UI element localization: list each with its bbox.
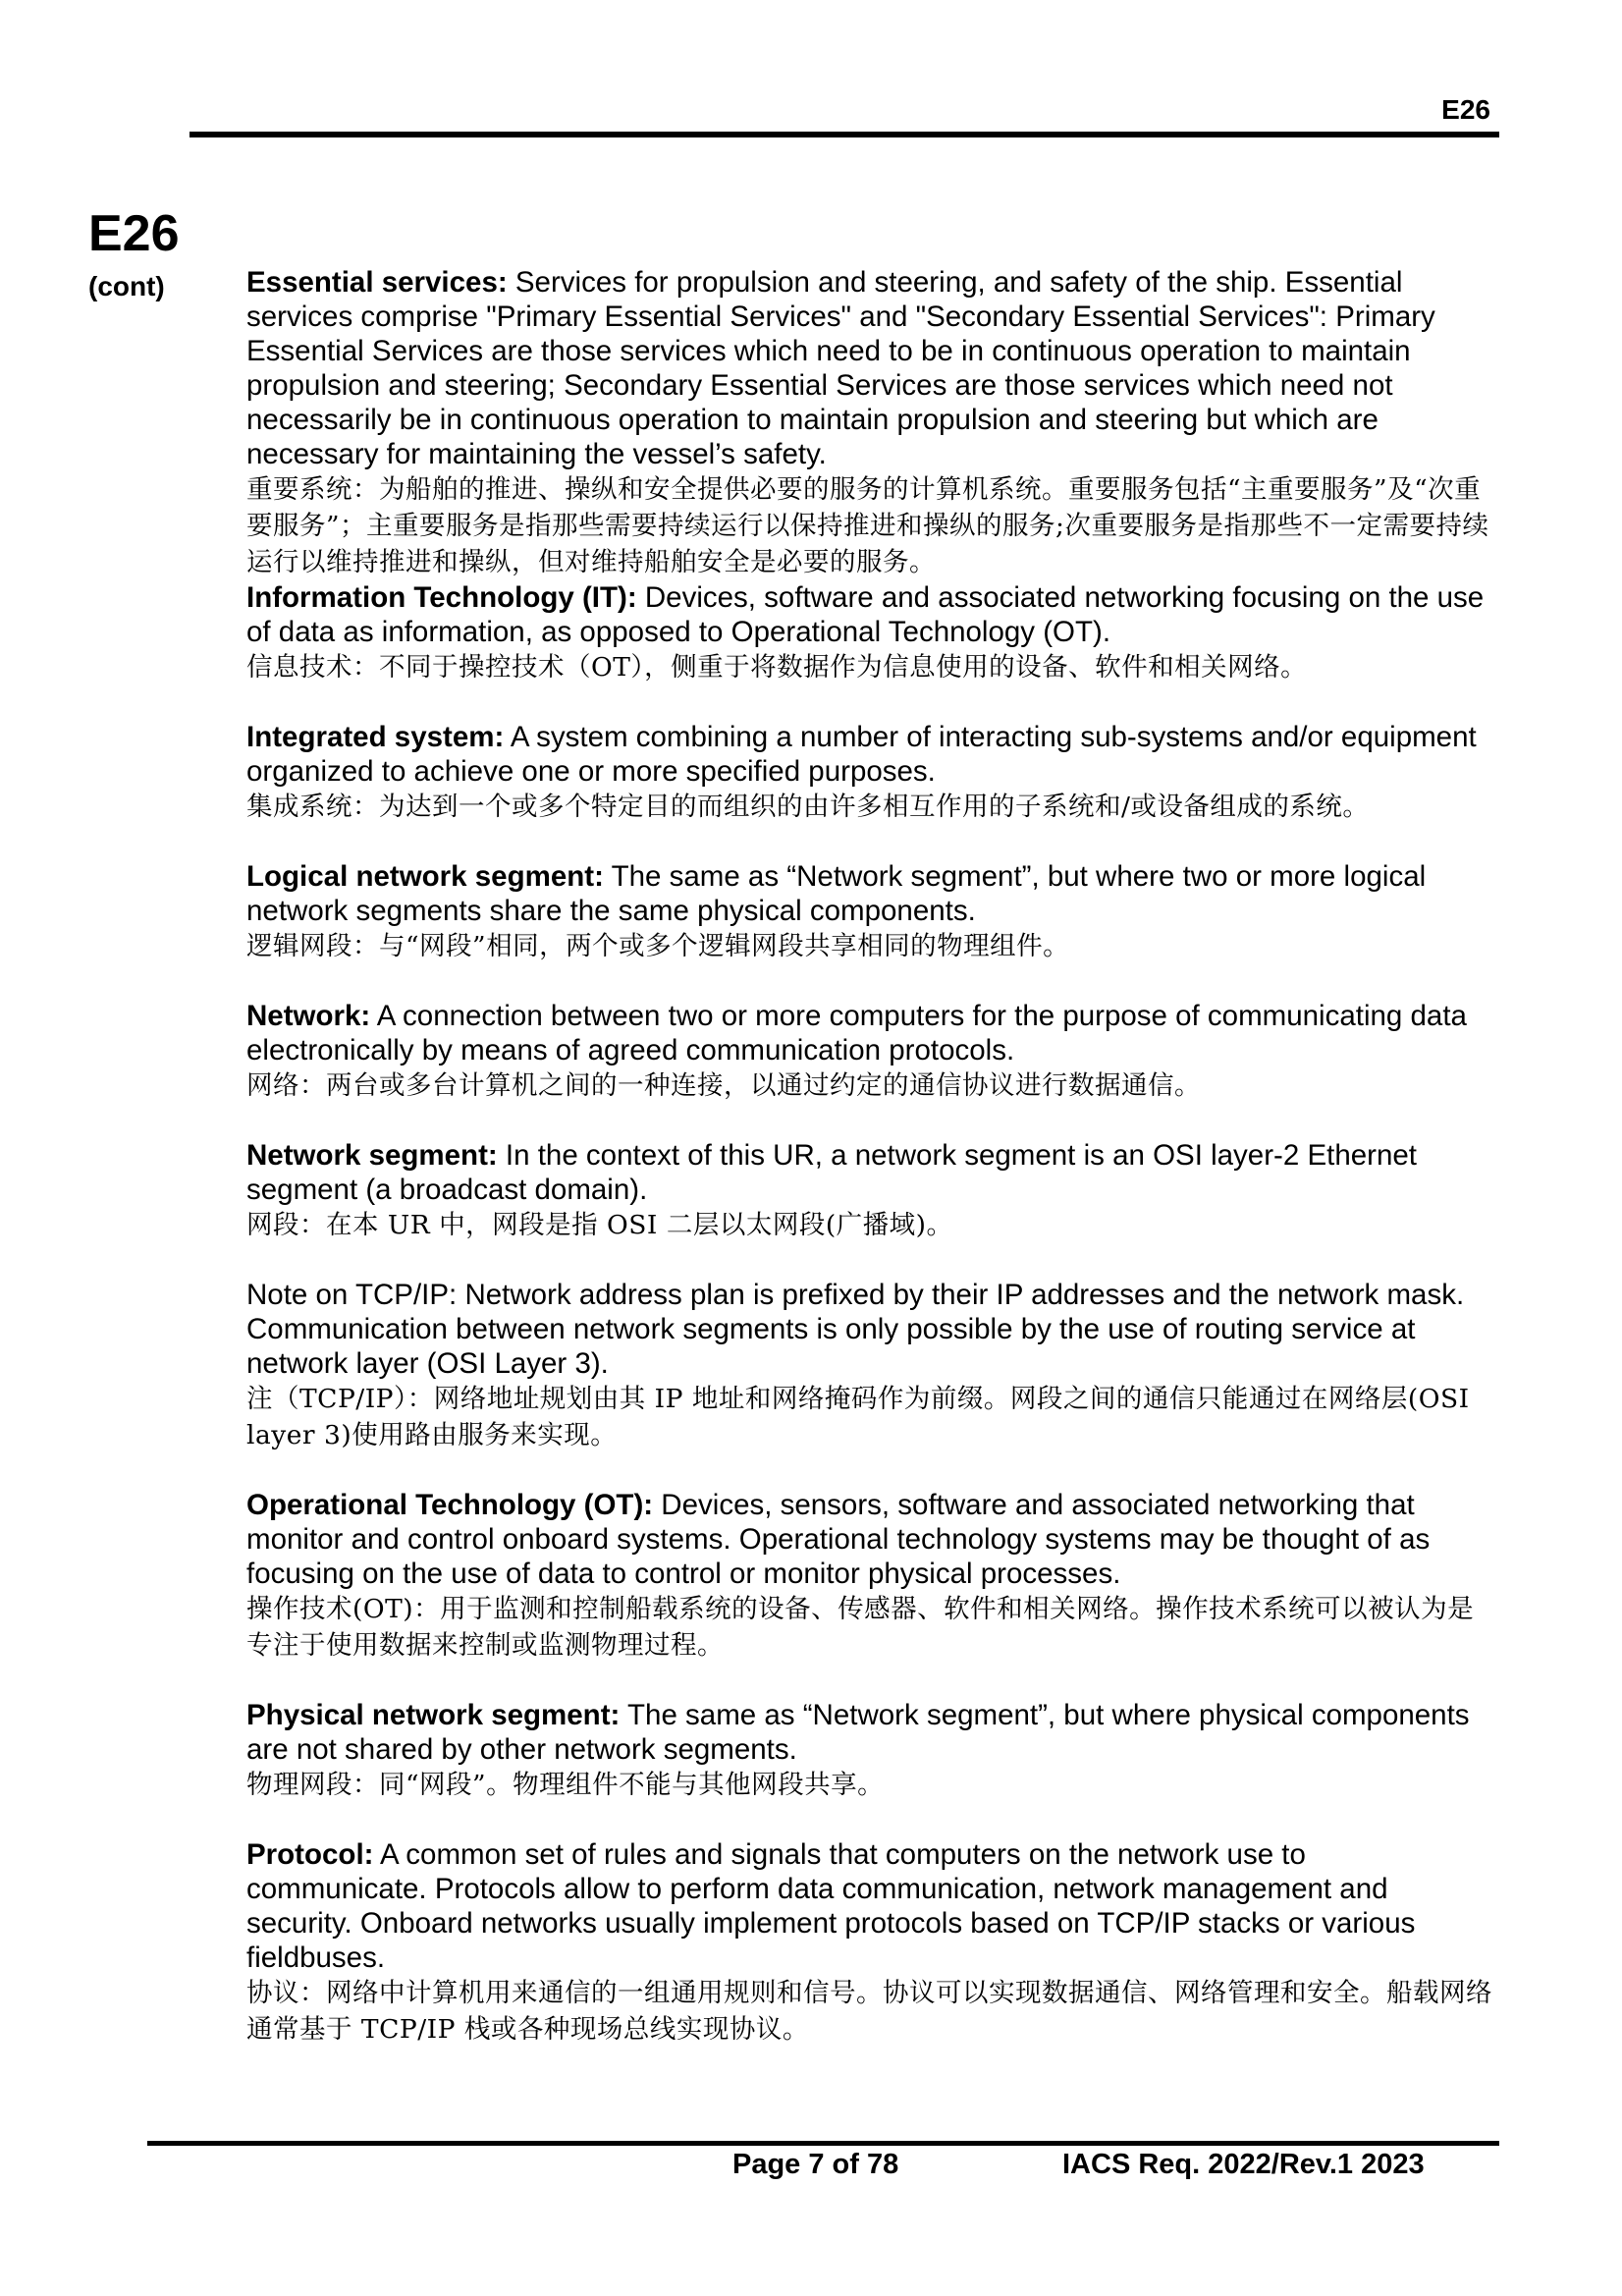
spacer: [246, 1453, 1493, 1488]
spacer: [246, 685, 1493, 720]
definition-term: Integrated system:: [246, 721, 505, 753]
footer-page-number: Page 7 of 78: [732, 2149, 899, 2180]
definition-term: Operational Technology (OT):: [246, 1489, 654, 1521]
definition-en: [246, 859, 1493, 928]
definition-text: In the context of this UR, a network segment is an OSI layer-2 Ethernet segment (a broadcast domain).: [246, 1139, 1417, 1206]
side-document-code: E26: [88, 205, 180, 262]
definition-text: The same as “Network segment”, but where physical components are not shared by other network segments.: [246, 1699, 1470, 1766]
definition-zh: 网段：在本 UR 中，网段是指 OSI 二层以太网段(广播域)。: [246, 1210, 953, 1240]
definition-text: A system combining a number of interacting sub-systems and/or equipment organized to achieve one or more specified purposes.: [246, 721, 1477, 788]
definition-en: [246, 1488, 1493, 1591]
definition-en: [246, 999, 1493, 1067]
spacer: [246, 964, 1493, 999]
definition-entry: [246, 265, 1493, 580]
definition-entry: [246, 580, 1493, 685]
definition-entry: [246, 1488, 1493, 1664]
definition-entry: [246, 1698, 1493, 1803]
definition-entry: [246, 999, 1493, 1104]
definition-term: Network:: [246, 1000, 371, 1032]
definition-en: [246, 1837, 1493, 1975]
header-document-code: E26: [1441, 94, 1490, 125]
definition-entry: [246, 1138, 1493, 1243]
definition-text: A connection between two or more computers for the purpose of communicating data electronically by means of agreed communication protocols.: [246, 1000, 1467, 1066]
definition-text: Devices, sensors, software and associated networking that monitor and control onboard systems. Operational technology systems may be thought of as focusing on the use of data to control or monitor physical processes.: [246, 1489, 1431, 1590]
definition-text: The same as “Network segment”, but where two or more logical network segments share the same physical components.: [246, 860, 1427, 927]
spacer: [246, 1104, 1493, 1138]
spacer: [246, 825, 1493, 859]
note-entry: [246, 1278, 1493, 1453]
definition-zh: 信息技术：不同于操控技术（OT），侧重于将数据作为信息使用的设备、软件和相关网络。: [246, 652, 1308, 683]
note-en: [246, 1278, 1493, 1381]
definitions-list: [246, 265, 1493, 2048]
definition-text: Services for propulsion and steering, and safety of the ship. Essential services comprise "Primary Essential Services" and "Secondary Essential Services": Primary Essential Services are those services which need to be in continuous operation to maintain propulsion and steering; Secondary Essential Services are those services which need not necessarily be in continuous operation to maintain propulsion and steering but which are necessary for maintaining the vessel’s safety.: [246, 266, 1435, 470]
definition-entry: [246, 859, 1493, 964]
definition-zh: 网络：两台或多台计算机之间的一种连接，以通过约定的通信协议进行数据通信。: [246, 1070, 1201, 1101]
definition-zh: 协议：网络中计算机用来通信的一组通用规则和信号。协议可以实现数据通信、网络管理和安全。船载网络通常基于 TCP/IP 栈或各种现场总线实现协议。: [246, 1978, 1492, 2045]
definition-en: [246, 265, 1493, 471]
definition-term: Essential services:: [246, 266, 508, 299]
definition-zh: 物理网段：同“网段”。物理组件不能与其他网段共享。: [246, 1770, 885, 1800]
definition-entry: [246, 1837, 1493, 2048]
definition-term: Physical network segment:: [246, 1699, 621, 1731]
definition-en: [246, 720, 1493, 789]
definition-term: Protocol:: [246, 1838, 374, 1871]
definition-zh: 集成系统：为达到一个或多个特定目的而组织的由许多相互作用的子系统和/或设备组成的系统。: [246, 792, 1370, 822]
definition-en: [246, 580, 1493, 649]
definition-term: Information Technology (IT):: [246, 581, 637, 614]
definition-entry: [246, 720, 1493, 825]
spacer: [246, 1664, 1493, 1698]
definition-text: Devices, software and associated networking focusing on the use of data as information, as opposed to Operational Technology (OT).: [246, 581, 1485, 648]
definition-en: [246, 1138, 1493, 1207]
footer-rule: [147, 2141, 1499, 2146]
definition-zh: 重要系统：为船舶的推进、操纵和安全提供必要的服务的计算机系统。重要服务包括“主重要服务”及“次重要服务”；主重要服务是指那些需要持续运行以保持推进和操纵的服务;次重要服务是指那些不一定需要持续运行以维持推进和操纵，但对维持船舶安全是必要的服务。: [246, 474, 1489, 577]
definition-term: Network segment:: [246, 1139, 498, 1172]
definition-term: Logical network segment:: [246, 860, 604, 893]
definition-zh: 操作技术(OT)：用于监测和控制船载系统的设备、传感器、软件和相关网络。操作技术系统可以被认为是专注于使用数据来控制或监测物理过程。: [246, 1594, 1475, 1661]
definition-en: [246, 1698, 1493, 1767]
side-cont-label: (cont): [88, 271, 165, 301]
note-text: Note on TCP/IP: Network address plan is prefixed by their IP addresses and the network mask. Communication between network segments is only possible by the use of routing service at network layer (OSI Layer 3).: [246, 1279, 1465, 1380]
spacer: [246, 1803, 1493, 1837]
spacer: [246, 1243, 1493, 1278]
footer-document-reference: IACS Req. 2022/Rev.1 2023: [1062, 2149, 1425, 2180]
definition-text: A common set of rules and signals that computers on the network use to communicate. Protocols allow to perform data communication, network management and security. Onboard networks usually implement protocols based on TCP/IP stacks or various fieldbuses.: [246, 1838, 1416, 1974]
definition-zh: 逻辑网段：与“网段”相同，两个或多个逻辑网段共享相同的物理组件。: [246, 931, 1070, 961]
note-zh: 注（TCP/IP）：网络地址规划由其 IP 地址和网络掩码作为前缀。网段之间的通信只能通过在网络层(OSI layer 3)使用路由服务来实现。: [246, 1384, 1470, 1450]
header-rule: [189, 132, 1499, 137]
